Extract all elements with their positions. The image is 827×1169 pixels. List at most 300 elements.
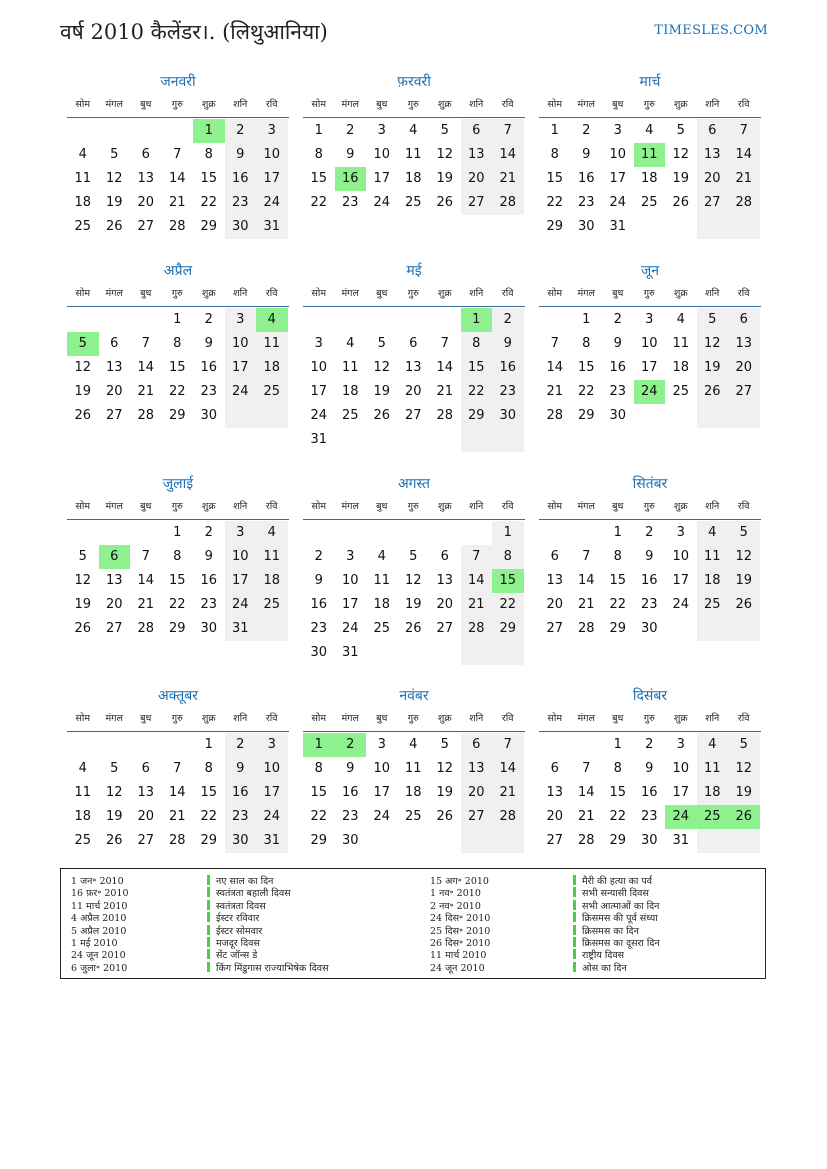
- day-cell[interactable]: 9: [346, 761, 355, 776]
- day-cell[interactable]: 20: [105, 597, 123, 612]
- day-cell[interactable]: 27: [105, 621, 123, 636]
- day-cell[interactable]: 19: [436, 171, 454, 186]
- day-cell[interactable]: 31: [256, 829, 288, 853]
- day-cell[interactable]: 13: [697, 143, 729, 167]
- day-cell[interactable]: 8: [461, 332, 493, 356]
- day-cell[interactable]: 19: [74, 597, 92, 612]
- day-cell[interactable]: 14: [728, 143, 760, 167]
- day-cell[interactable]: 7: [550, 336, 559, 351]
- holiday-day-cell[interactable]: 5: [67, 332, 99, 356]
- day-cell[interactable]: 15: [461, 356, 493, 380]
- day-cell[interactable]: 24: [225, 380, 257, 404]
- day-cell[interactable]: 28: [461, 617, 493, 641]
- day-cell[interactable]: 23: [640, 809, 658, 824]
- day-cell[interactable]: 4: [346, 336, 355, 351]
- day-cell[interactable]: 4: [697, 733, 729, 757]
- day-cell[interactable]: 3: [225, 308, 257, 332]
- holiday-day-cell[interactable]: 6: [99, 545, 131, 569]
- day-cell[interactable]: 29: [492, 617, 524, 641]
- day-cell[interactable]: 31: [225, 617, 257, 641]
- day-cell[interactable]: 19: [373, 384, 391, 399]
- day-cell[interactable]: 17: [373, 171, 391, 186]
- day-cell[interactable]: 30: [640, 833, 658, 848]
- day-cell[interactable]: 30: [200, 621, 218, 636]
- day-cell[interactable]: 16: [640, 785, 658, 800]
- day-cell[interactable]: 5: [728, 521, 760, 545]
- day-cell[interactable]: 5: [676, 123, 685, 138]
- day-cell[interactable]: 25: [672, 384, 690, 399]
- day-cell[interactable]: 11: [74, 785, 92, 800]
- day-cell[interactable]: 26: [105, 219, 123, 234]
- day-cell[interactable]: 21: [546, 384, 564, 399]
- day-cell[interactable]: 27: [436, 621, 454, 636]
- day-cell[interactable]: 27: [461, 191, 493, 215]
- day-cell[interactable]: 4: [78, 761, 87, 776]
- day-cell[interactable]: 17: [341, 597, 359, 612]
- day-cell[interactable]: 6: [110, 336, 119, 351]
- day-cell[interactable]: 27: [546, 621, 564, 636]
- day-cell[interactable]: 8: [613, 761, 622, 776]
- day-cell[interactable]: 9: [204, 549, 213, 564]
- day-cell[interactable]: 21: [436, 384, 454, 399]
- day-cell[interactable]: 10: [373, 147, 391, 162]
- day-cell[interactable]: 28: [137, 621, 155, 636]
- day-cell[interactable]: 15: [609, 573, 627, 588]
- day-cell[interactable]: 12: [728, 757, 760, 781]
- day-cell[interactable]: 5: [377, 336, 386, 351]
- day-cell[interactable]: 4: [256, 521, 288, 545]
- day-cell[interactable]: 9: [492, 332, 524, 356]
- day-cell[interactable]: 26: [373, 408, 391, 423]
- day-cell[interactable]: 26: [404, 621, 422, 636]
- day-cell[interactable]: 29: [609, 833, 627, 848]
- day-cell[interactable]: 17: [310, 384, 328, 399]
- day-cell[interactable]: 10: [672, 549, 690, 564]
- day-cell[interactable]: 17: [373, 785, 391, 800]
- day-cell[interactable]: 24: [341, 621, 359, 636]
- day-cell[interactable]: 9: [225, 143, 257, 167]
- day-cell[interactable]: 17: [256, 781, 288, 805]
- day-cell[interactable]: 12: [672, 147, 690, 162]
- day-cell[interactable]: 4: [409, 123, 418, 138]
- day-cell[interactable]: 19: [436, 785, 454, 800]
- day-cell[interactable]: 2: [225, 119, 257, 143]
- day-cell[interactable]: 28: [728, 191, 760, 215]
- day-cell[interactable]: 3: [256, 119, 288, 143]
- day-cell[interactable]: 1: [204, 737, 213, 752]
- day-cell[interactable]: 3: [676, 737, 685, 752]
- day-cell[interactable]: 12: [697, 332, 729, 356]
- day-cell[interactable]: 27: [137, 219, 155, 234]
- day-cell[interactable]: 19: [728, 569, 760, 593]
- day-cell[interactable]: 25: [341, 408, 359, 423]
- day-cell[interactable]: 11: [697, 545, 729, 569]
- day-cell[interactable]: 10: [640, 336, 658, 351]
- day-cell[interactable]: 11: [404, 147, 422, 162]
- day-cell[interactable]: 12: [105, 785, 123, 800]
- day-cell[interactable]: 9: [645, 761, 654, 776]
- day-cell[interactable]: 31: [256, 215, 288, 239]
- day-cell[interactable]: 27: [404, 408, 422, 423]
- day-cell[interactable]: 10: [373, 761, 391, 776]
- day-cell[interactable]: 23: [200, 597, 218, 612]
- day-cell[interactable]: 9: [582, 147, 591, 162]
- day-cell[interactable]: 30: [492, 404, 524, 428]
- day-cell[interactable]: 2: [645, 737, 654, 752]
- day-cell[interactable]: 15: [168, 573, 186, 588]
- day-cell[interactable]: 13: [137, 785, 155, 800]
- day-cell[interactable]: 29: [200, 833, 218, 848]
- day-cell[interactable]: 16: [200, 360, 218, 375]
- holiday-day-cell[interactable]: 4: [256, 308, 288, 332]
- day-cell[interactable]: 1: [613, 525, 622, 540]
- day-cell[interactable]: 15: [200, 171, 218, 186]
- day-cell[interactable]: 28: [168, 219, 186, 234]
- day-cell[interactable]: 6: [141, 147, 150, 162]
- day-cell[interactable]: 6: [550, 761, 559, 776]
- day-cell[interactable]: 22: [200, 809, 218, 824]
- day-cell[interactable]: 12: [404, 573, 422, 588]
- day-cell[interactable]: 24: [225, 593, 257, 617]
- day-cell[interactable]: 9: [204, 336, 213, 351]
- day-cell[interactable]: 29: [546, 219, 564, 234]
- holiday-day-cell[interactable]: 2: [335, 733, 367, 757]
- day-cell[interactable]: 21: [168, 195, 186, 210]
- day-cell[interactable]: 8: [314, 147, 323, 162]
- day-cell[interactable]: 7: [461, 545, 493, 569]
- day-cell[interactable]: 15: [200, 785, 218, 800]
- day-cell[interactable]: 12: [436, 147, 454, 162]
- day-cell[interactable]: 5: [409, 549, 418, 564]
- day-cell[interactable]: 16: [225, 781, 257, 805]
- day-cell[interactable]: 3: [676, 525, 685, 540]
- day-cell[interactable]: 14: [492, 143, 524, 167]
- day-cell[interactable]: 5: [110, 147, 119, 162]
- day-cell[interactable]: 9: [613, 336, 622, 351]
- day-cell[interactable]: 10: [256, 757, 288, 781]
- day-cell[interactable]: 20: [404, 384, 422, 399]
- day-cell[interactable]: 24: [609, 195, 627, 210]
- day-cell[interactable]: 4: [645, 123, 654, 138]
- day-cell[interactable]: 12: [728, 545, 760, 569]
- day-cell[interactable]: 26: [436, 809, 454, 824]
- day-cell[interactable]: 4: [377, 549, 386, 564]
- day-cell[interactable]: 23: [225, 191, 257, 215]
- day-cell[interactable]: 10: [256, 143, 288, 167]
- day-cell[interactable]: 4: [409, 737, 418, 752]
- day-cell[interactable]: 13: [105, 360, 123, 375]
- day-cell[interactable]: 2: [314, 549, 323, 564]
- day-cell[interactable]: 3: [225, 521, 257, 545]
- day-cell[interactable]: 8: [582, 336, 591, 351]
- day-cell[interactable]: 18: [256, 569, 288, 593]
- day-cell[interactable]: 13: [461, 143, 493, 167]
- day-cell[interactable]: 21: [492, 167, 524, 191]
- day-cell[interactable]: 13: [105, 573, 123, 588]
- day-cell[interactable]: 15: [577, 360, 595, 375]
- day-cell[interactable]: 11: [341, 360, 359, 375]
- day-cell[interactable]: 18: [74, 195, 92, 210]
- day-cell[interactable]: 21: [137, 597, 155, 612]
- day-cell[interactable]: 29: [310, 833, 328, 848]
- day-cell[interactable]: 8: [492, 545, 524, 569]
- day-cell[interactable]: 18: [74, 809, 92, 824]
- holiday-day-cell[interactable]: 11: [634, 143, 666, 167]
- day-cell[interactable]: 25: [74, 219, 92, 234]
- day-cell[interactable]: 1: [173, 525, 182, 540]
- day-cell[interactable]: 19: [728, 781, 760, 805]
- day-cell[interactable]: 8: [314, 761, 323, 776]
- day-cell[interactable]: 25: [373, 621, 391, 636]
- day-cell[interactable]: 14: [577, 573, 595, 588]
- day-cell[interactable]: 11: [697, 757, 729, 781]
- day-cell[interactable]: 7: [173, 761, 182, 776]
- day-cell[interactable]: 12: [436, 761, 454, 776]
- day-cell[interactable]: 10: [672, 761, 690, 776]
- day-cell[interactable]: 5: [697, 308, 729, 332]
- day-cell[interactable]: 22: [492, 593, 524, 617]
- day-cell[interactable]: 19: [105, 195, 123, 210]
- day-cell[interactable]: 25: [256, 593, 288, 617]
- day-cell[interactable]: 9: [225, 757, 257, 781]
- day-cell[interactable]: 12: [74, 360, 92, 375]
- day-cell[interactable]: 6: [461, 733, 493, 757]
- day-cell[interactable]: 2: [204, 312, 213, 327]
- day-cell[interactable]: 20: [697, 167, 729, 191]
- day-cell[interactable]: 7: [440, 336, 449, 351]
- day-cell[interactable]: 24: [256, 805, 288, 829]
- day-cell[interactable]: 30: [200, 408, 218, 423]
- day-cell[interactable]: 8: [613, 549, 622, 564]
- day-cell[interactable]: 24: [672, 597, 690, 612]
- day-cell[interactable]: 9: [346, 147, 355, 162]
- day-cell[interactable]: 15: [546, 171, 564, 186]
- day-cell[interactable]: 17: [672, 785, 690, 800]
- day-cell[interactable]: 26: [672, 195, 690, 210]
- day-cell[interactable]: 21: [577, 809, 595, 824]
- day-cell[interactable]: 22: [577, 384, 595, 399]
- day-cell[interactable]: 26: [728, 593, 760, 617]
- day-cell[interactable]: 13: [404, 360, 422, 375]
- day-cell[interactable]: 19: [697, 356, 729, 380]
- day-cell[interactable]: 10: [225, 545, 257, 569]
- day-cell[interactable]: 5: [728, 733, 760, 757]
- day-cell[interactable]: 13: [461, 757, 493, 781]
- day-cell[interactable]: 13: [436, 573, 454, 588]
- day-cell[interactable]: 3: [346, 549, 355, 564]
- day-cell[interactable]: 8: [204, 147, 213, 162]
- day-cell[interactable]: 12: [105, 171, 123, 186]
- day-cell[interactable]: 6: [141, 761, 150, 776]
- day-cell[interactable]: 28: [492, 805, 524, 829]
- day-cell[interactable]: 3: [256, 733, 288, 757]
- day-cell[interactable]: 7: [492, 733, 524, 757]
- day-cell[interactable]: 27: [728, 380, 760, 404]
- day-cell[interactable]: 2: [204, 525, 213, 540]
- day-cell[interactable]: 20: [137, 809, 155, 824]
- day-cell[interactable]: 18: [697, 569, 729, 593]
- holiday-day-cell[interactable]: 25: [697, 805, 729, 829]
- day-cell[interactable]: 20: [436, 597, 454, 612]
- day-cell[interactable]: 18: [697, 781, 729, 805]
- day-cell[interactable]: 11: [404, 761, 422, 776]
- day-cell[interactable]: 1: [582, 312, 591, 327]
- day-cell[interactable]: 11: [672, 336, 690, 351]
- day-cell[interactable]: 22: [168, 384, 186, 399]
- day-cell[interactable]: 10: [341, 573, 359, 588]
- day-cell[interactable]: 23: [341, 809, 359, 824]
- day-cell[interactable]: 19: [404, 597, 422, 612]
- day-cell[interactable]: 29: [577, 408, 595, 423]
- day-cell[interactable]: 25: [404, 809, 422, 824]
- day-cell[interactable]: 30: [225, 215, 257, 239]
- day-cell[interactable]: 28: [137, 408, 155, 423]
- day-cell[interactable]: 16: [492, 356, 524, 380]
- day-cell[interactable]: 5: [78, 549, 87, 564]
- day-cell[interactable]: 17: [225, 356, 257, 380]
- day-cell[interactable]: 27: [546, 833, 564, 848]
- day-cell[interactable]: 1: [173, 312, 182, 327]
- day-cell[interactable]: 24: [256, 191, 288, 215]
- holiday-day-cell[interactable]: 1: [461, 308, 493, 332]
- day-cell[interactable]: 30: [577, 219, 595, 234]
- day-cell[interactable]: 18: [404, 171, 422, 186]
- day-cell[interactable]: 2: [582, 123, 591, 138]
- day-cell[interactable]: 29: [609, 621, 627, 636]
- day-cell[interactable]: 23: [200, 384, 218, 399]
- day-cell[interactable]: 16: [640, 573, 658, 588]
- day-cell[interactable]: 14: [168, 171, 186, 186]
- day-cell[interactable]: 4: [697, 521, 729, 545]
- day-cell[interactable]: 28: [168, 833, 186, 848]
- day-cell[interactable]: 13: [137, 171, 155, 186]
- day-cell[interactable]: 16: [310, 597, 328, 612]
- day-cell[interactable]: 25: [256, 380, 288, 404]
- day-cell[interactable]: 24: [373, 809, 391, 824]
- day-cell[interactable]: 17: [609, 171, 627, 186]
- holiday-day-cell[interactable]: 16: [335, 167, 367, 191]
- day-cell[interactable]: 30: [341, 833, 359, 848]
- day-cell[interactable]: 24: [373, 195, 391, 210]
- day-cell[interactable]: 7: [728, 119, 760, 143]
- day-cell[interactable]: 30: [609, 408, 627, 423]
- day-cell[interactable]: 30: [310, 645, 328, 660]
- day-cell[interactable]: 20: [546, 809, 564, 824]
- day-cell[interactable]: 3: [377, 737, 386, 752]
- day-cell[interactable]: 20: [546, 597, 564, 612]
- day-cell[interactable]: 14: [168, 785, 186, 800]
- day-cell[interactable]: 3: [377, 123, 386, 138]
- day-cell[interactable]: 31: [672, 833, 690, 848]
- day-cell[interactable]: 7: [492, 119, 524, 143]
- day-cell[interactable]: 18: [404, 785, 422, 800]
- day-cell[interactable]: 7: [582, 549, 591, 564]
- holiday-day-cell[interactable]: 24: [634, 380, 666, 404]
- day-cell[interactable]: 30: [225, 829, 257, 853]
- day-cell[interactable]: 3: [613, 123, 622, 138]
- day-cell[interactable]: 14: [137, 573, 155, 588]
- day-cell[interactable]: 14: [492, 757, 524, 781]
- day-cell[interactable]: 23: [577, 195, 595, 210]
- day-cell[interactable]: 16: [609, 360, 627, 375]
- day-cell[interactable]: 23: [492, 380, 524, 404]
- day-cell[interactable]: 2: [613, 312, 622, 327]
- holiday-day-cell[interactable]: 26: [728, 805, 760, 829]
- day-cell[interactable]: 17: [640, 360, 658, 375]
- day-cell[interactable]: 25: [697, 593, 729, 617]
- day-cell[interactable]: 25: [640, 195, 658, 210]
- day-cell[interactable]: 18: [256, 356, 288, 380]
- day-cell[interactable]: 5: [440, 123, 449, 138]
- day-cell[interactable]: 8: [173, 549, 182, 564]
- day-cell[interactable]: 1: [550, 123, 559, 138]
- day-cell[interactable]: 31: [310, 432, 328, 447]
- day-cell[interactable]: 24: [310, 408, 328, 423]
- day-cell[interactable]: 3: [645, 312, 654, 327]
- day-cell[interactable]: 22: [609, 597, 627, 612]
- day-cell[interactable]: 12: [373, 360, 391, 375]
- day-cell[interactable]: 15: [609, 785, 627, 800]
- day-cell[interactable]: 26: [74, 408, 92, 423]
- day-cell[interactable]: 20: [461, 167, 493, 191]
- day-cell[interactable]: 5: [440, 737, 449, 752]
- day-cell[interactable]: 11: [256, 545, 288, 569]
- day-cell[interactable]: 14: [436, 360, 454, 375]
- holiday-day-cell[interactable]: 24: [665, 805, 697, 829]
- day-cell[interactable]: 7: [141, 336, 150, 351]
- day-cell[interactable]: 29: [200, 219, 218, 234]
- holiday-day-cell[interactable]: 1: [303, 733, 335, 757]
- day-cell[interactable]: 31: [341, 645, 359, 660]
- site-link[interactable]: TIMESLES.COM: [654, 23, 768, 38]
- day-cell[interactable]: 14: [577, 785, 595, 800]
- day-cell[interactable]: 22: [546, 195, 564, 210]
- day-cell[interactable]: 11: [373, 573, 391, 588]
- day-cell[interactable]: 6: [728, 308, 760, 332]
- day-cell[interactable]: 21: [461, 593, 493, 617]
- day-cell[interactable]: 22: [461, 380, 493, 404]
- day-cell[interactable]: 27: [137, 833, 155, 848]
- day-cell[interactable]: 8: [204, 761, 213, 776]
- day-cell[interactable]: 1: [613, 737, 622, 752]
- day-cell[interactable]: 14: [461, 569, 493, 593]
- day-cell[interactable]: 29: [461, 404, 493, 428]
- day-cell[interactable]: 13: [546, 573, 564, 588]
- day-cell[interactable]: 23: [609, 384, 627, 399]
- day-cell[interactable]: 30: [640, 621, 658, 636]
- day-cell[interactable]: 6: [550, 549, 559, 564]
- day-cell[interactable]: 11: [256, 332, 288, 356]
- day-cell[interactable]: 28: [436, 408, 454, 423]
- day-cell[interactable]: 9: [645, 549, 654, 564]
- day-cell[interactable]: 10: [310, 360, 328, 375]
- day-cell[interactable]: 7: [173, 147, 182, 162]
- day-cell[interactable]: 16: [200, 573, 218, 588]
- day-cell[interactable]: 21: [577, 597, 595, 612]
- day-cell[interactable]: 2: [346, 123, 355, 138]
- day-cell[interactable]: 22: [168, 597, 186, 612]
- day-cell[interactable]: 20: [461, 781, 493, 805]
- day-cell[interactable]: 22: [310, 809, 328, 824]
- day-cell[interactable]: 21: [168, 809, 186, 824]
- day-cell[interactable]: 23: [341, 195, 359, 210]
- holiday-day-cell[interactable]: 1: [193, 119, 225, 143]
- day-cell[interactable]: 8: [550, 147, 559, 162]
- day-cell[interactable]: 1: [314, 123, 323, 138]
- day-cell[interactable]: 2: [492, 308, 524, 332]
- day-cell[interactable]: 27: [697, 191, 729, 215]
- day-cell[interactable]: 19: [672, 171, 690, 186]
